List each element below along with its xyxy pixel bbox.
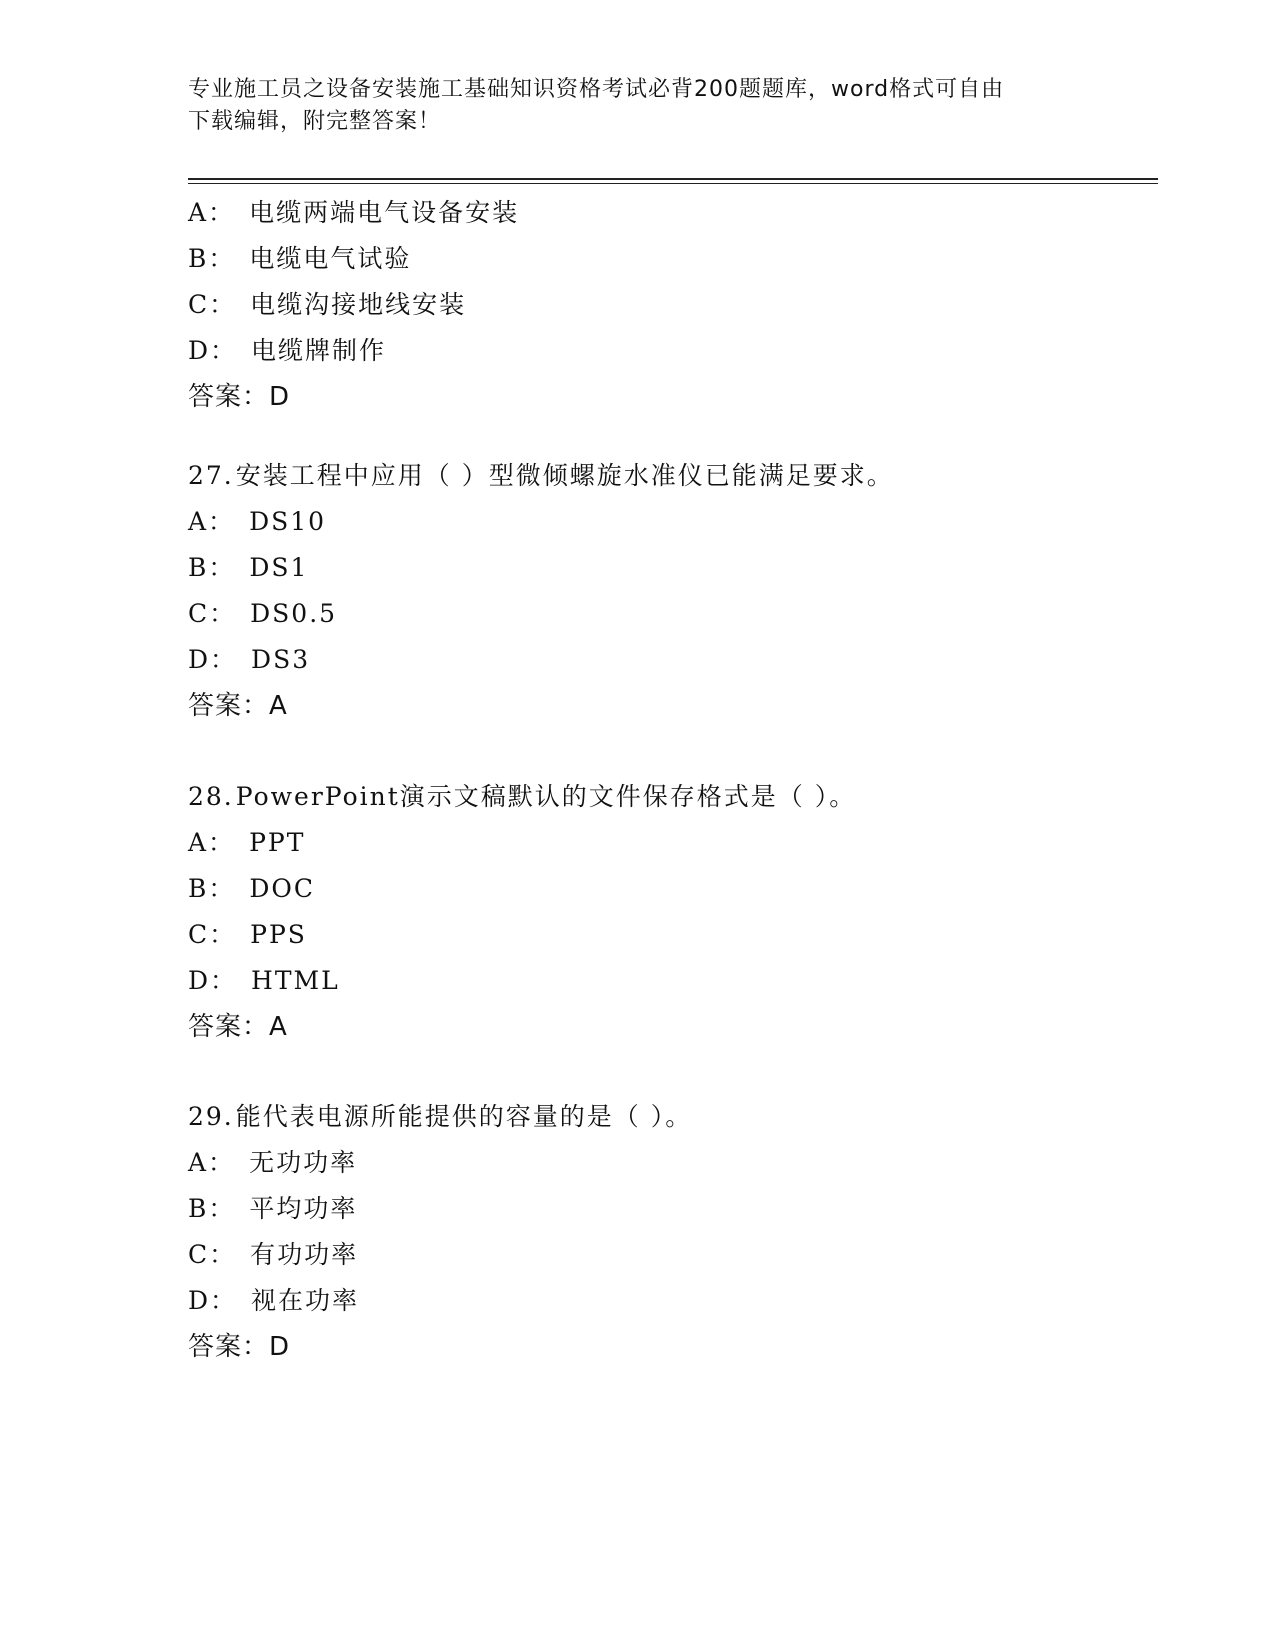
answer: 答案：A (188, 1012, 288, 1042)
question-stem: 28.PowerPoint演示文稿默认的文件保存格式是（ ）。 (188, 782, 857, 811)
answer: 答案：D (188, 382, 291, 412)
header-line-1: 专业施工员之设备安装施工基础知识资格考试必背200题题库，word格式可自由 (188, 77, 1005, 102)
question-26-continued (188, 190, 1158, 420)
document-header (188, 74, 1068, 138)
option-b: B： 平均功率 (188, 1194, 358, 1223)
option-c: C： DS0.5 (188, 599, 338, 628)
question-stem: 29.能代表电源所能提供的容量的是（ ）。 (188, 1102, 693, 1131)
question-28 (188, 774, 1158, 1050)
option-a: A： PPT (188, 828, 306, 857)
option-b: B： 电缆电气试验 (188, 244, 412, 273)
option-b: B： DOC (188, 874, 316, 903)
option-c: C： 电缆沟接地线安装 (188, 290, 467, 319)
question-27 (188, 453, 1158, 729)
option-a: A： 无功功率 (188, 1148, 358, 1177)
option-a: A： DS10 (188, 507, 327, 536)
option-a: A： 电缆两端电气设备安装 (188, 198, 520, 227)
option-c: C： 有功功率 (188, 1240, 359, 1269)
header-line-2: 下载编辑，附完整答案！ (188, 109, 442, 134)
option-d: D： DS3 (188, 645, 311, 674)
option-b: B： DS1 (188, 553, 309, 582)
answer: 答案：A (188, 691, 288, 721)
header-divider-thin (188, 183, 1158, 184)
option-d: D： 电缆牌制作 (188, 336, 387, 365)
question-29 (188, 1094, 1158, 1370)
answer: 答案：D (188, 1332, 291, 1362)
option-d: D： HTML (188, 966, 340, 995)
option-c: C： PPS (188, 920, 307, 949)
question-stem: 27.安装工程中应用（ ）型微倾螺旋水准仪已能满足要求。 (188, 461, 894, 490)
option-d: D： 视在功率 (188, 1286, 360, 1315)
header-divider-thick (188, 178, 1158, 180)
